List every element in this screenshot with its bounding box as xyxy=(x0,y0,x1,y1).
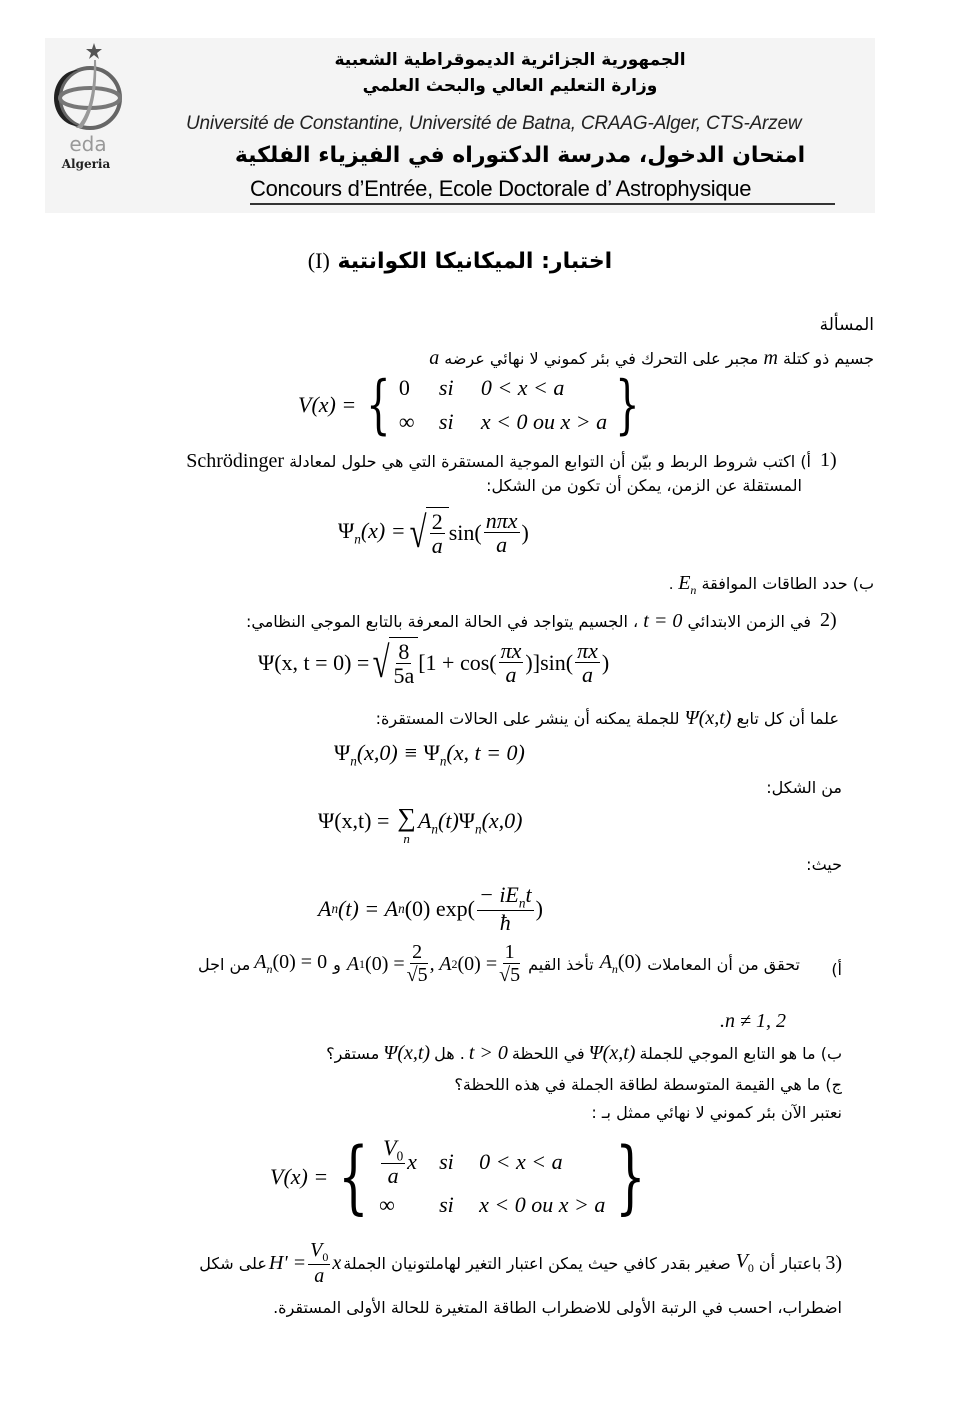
psi-subscript: n xyxy=(354,531,361,547)
q3-v0: V xyxy=(735,1250,748,1273)
a0: A xyxy=(384,896,399,922)
psi-xt: Ψ(x,t) xyxy=(684,707,732,729)
sqrt-8-over-5a: √ $\frac{8}{5a}$ xyxy=(369,637,418,688)
q2-text-a: في الزمن الابتدائي xyxy=(687,612,811,631)
hbar: ħ xyxy=(499,910,511,936)
q2-text-b: ، الجسيم يتواجد في الحالة المعرفة بالتابع الموجي النظامي: xyxy=(245,612,639,631)
intro-part-1: جسيم ذو كتلة xyxy=(783,349,874,368)
sigma: ∑ xyxy=(397,803,416,832)
q2-line2 xyxy=(376,707,839,730)
q2b-psi: Ψ(x,t) xyxy=(588,1042,636,1064)
q1b-text: ب) حدد الطاقات الموافقة xyxy=(701,574,874,593)
exp-num: − iE xyxy=(478,882,519,907)
potential-equation-1 xyxy=(298,368,648,442)
q3-text3: على شكل xyxy=(199,1253,267,1273)
q2b-text2: في اللحظة xyxy=(511,1044,585,1063)
form-label: من الشكل: xyxy=(766,778,842,797)
exam-title-french: Concours d’Entrée, Ecole Doctorale d’ Astrophysique xyxy=(250,176,835,205)
sum-symbol xyxy=(397,805,416,847)
psi-arg: (x) = xyxy=(360,517,406,543)
and-word: و xyxy=(333,954,341,974)
left-brace: { xyxy=(366,368,391,442)
h-den: a xyxy=(314,1264,325,1287)
q3-line1 xyxy=(199,1240,842,1287)
case1-value-2 xyxy=(379,1136,439,1188)
eda-logo-icon xyxy=(48,40,128,175)
q2a-label: أ) xyxy=(831,960,842,979)
sub-n-right: n xyxy=(439,753,447,769)
case1-value: 0 xyxy=(398,375,410,400)
q3-text2: صغير بقدر كافي حيث يمكن اعتبار التغير لهاملتونيان الجملة xyxy=(343,1253,731,1273)
for-word: من اجل xyxy=(197,954,251,974)
new-well-line: نعتبر الآن بئر كموني لا نهائي ممثل بـ : xyxy=(591,1103,842,1122)
q2b-text3: . هل xyxy=(434,1044,465,1063)
exam-subject-title xyxy=(280,248,640,274)
case1-condition: 0 < x < a xyxy=(480,375,565,400)
an-coef-sub: n xyxy=(611,962,618,976)
frac-den: a xyxy=(431,533,443,559)
cos-num: πx xyxy=(500,637,522,663)
q2a-text1: تحقق من أن المعاملات xyxy=(647,954,800,974)
q2b-text4: مستقر؟ xyxy=(326,1044,380,1063)
psi-right: Ψ xyxy=(423,740,440,765)
psi-term-sub: n xyxy=(475,821,482,837)
republic-name: الجمهورية الجزائرية الديموقراطية الشعبية xyxy=(334,50,686,70)
left-brace-2: { xyxy=(338,1130,369,1224)
sqrt-2-over-a: √ $\frac{2}{a}$ xyxy=(406,507,449,558)
wavefunction-equation xyxy=(338,507,529,558)
ministry-name: وزارة التعليم العالي والبحث العلمي xyxy=(362,76,658,96)
coef-a-arg: (t) xyxy=(438,808,459,833)
a-lhs-arg: (t) = xyxy=(338,896,385,922)
sum-index: n xyxy=(403,831,410,846)
sin-arg-frac xyxy=(484,509,520,557)
logo-text-algeria: Algeria xyxy=(61,157,111,171)
right-brace: } xyxy=(615,368,640,442)
energy-var: E xyxy=(678,572,691,594)
sub-n-left: n xyxy=(350,753,357,769)
sin-num: nπx xyxy=(485,507,518,533)
psi-n xyxy=(338,518,406,547)
intro-part-2: مجبر على التحرك في بئر كموني لا نهائي عرضه xyxy=(444,349,759,368)
sin-den: a xyxy=(496,531,508,557)
n-condition: .n ≠ 1, 2 xyxy=(720,1010,786,1032)
expansion-equation xyxy=(318,805,523,847)
case2-value-2: ∞ xyxy=(379,1192,395,1218)
eq1-close: ) xyxy=(601,649,610,675)
a0-exp: (0) exp( xyxy=(404,896,475,922)
width-variable: a xyxy=(429,347,440,369)
q2c-line: ج) ما هي القيمة المتوسطة لطاقة الجملة في هذه اللحظة؟ xyxy=(454,1075,842,1094)
q3-v0-sub: 0 xyxy=(747,1261,754,1276)
psi-left-arg: (x,0) ≡ xyxy=(356,740,424,765)
h-prime: H' = xyxy=(268,1251,307,1274)
q2-line1 xyxy=(246,610,811,633)
an-zero-sub: n xyxy=(266,962,273,976)
cos-den: a xyxy=(505,661,517,687)
q2b-psi2: Ψ(x,t) xyxy=(383,1042,431,1064)
q3-line2: اضطراب، احسب في الرتبة الأولى للاضطراب الطاقة المتغيرة للحالة الأولى المستقرة. xyxy=(273,1298,842,1317)
mass-variable: m xyxy=(763,347,778,369)
v0-den: a xyxy=(387,1163,399,1189)
logo-text-eda: eda xyxy=(69,132,107,156)
q2b-t: t > 0 xyxy=(468,1042,508,1064)
q2-line2-a: علما أن كل تابع xyxy=(736,709,839,728)
x-var: x xyxy=(407,1149,417,1175)
q1b-period: . xyxy=(669,576,674,593)
a1: A xyxy=(346,952,360,975)
exp-arg xyxy=(477,883,534,935)
a2-arg: (0) = xyxy=(457,952,498,975)
q2-line2-b: للجملة يمكنه أن ينشر على الحالات المستقرة: xyxy=(375,709,680,728)
time-evolution-equation xyxy=(318,883,543,935)
exp-close: ) xyxy=(535,896,543,922)
q2b-text1: ب) ما هو التابع الموجي للجملة xyxy=(639,1044,842,1063)
problem-heading: المسألة xyxy=(819,315,874,335)
v0: V xyxy=(383,1135,397,1160)
exam-title-arabic: امتحان الدخول، مدرسة الدكتوراه في الفيزياء الفلكية xyxy=(234,143,806,168)
sin-close: ) xyxy=(521,519,529,545)
v0-sub: 0 xyxy=(396,1148,404,1164)
potential-lhs: V(x) = xyxy=(298,392,357,417)
universities-line: Université de Constantine, Université de Batna, CRAAG-Alger, CTS-Arzew xyxy=(186,113,802,134)
energy-sub: n xyxy=(690,583,697,597)
a2-num: 1 xyxy=(504,941,515,963)
q2a-text2: تأخذ القيم xyxy=(528,954,594,974)
psi-term-arg: (x,0) xyxy=(481,808,523,833)
frac-num: 2 xyxy=(431,509,443,534)
a1-arg: (0) = xyxy=(365,952,405,975)
h-num-sub: 0 xyxy=(322,1250,329,1264)
a0-sub: n xyxy=(398,901,405,917)
eq1-cos: [1 + cos( xyxy=(418,649,497,675)
sin-arg xyxy=(575,639,600,687)
q1b-line xyxy=(669,572,874,598)
equivalence-equation xyxy=(334,740,525,769)
q2-number: 2) xyxy=(820,609,837,631)
t-zero: t = 0 xyxy=(643,610,683,632)
eda-logo xyxy=(48,40,128,175)
exp-num-t: t xyxy=(525,882,532,907)
perturbation-hamiltonian xyxy=(269,1240,341,1287)
an-coef-arg: (0) xyxy=(617,951,642,973)
an-zero-arg: (0) = 0 xyxy=(272,951,328,973)
q3-text1: باعتبار أن xyxy=(758,1253,822,1273)
q3-number: 3) xyxy=(825,1251,842,1274)
expansion-lhs: Ψ(x,t) = xyxy=(318,808,390,833)
subject-text: اختبار: الميكانيكا الكوانتية xyxy=(337,249,613,274)
a2-sub: 2 xyxy=(451,956,458,971)
initial-state-equation xyxy=(258,637,609,688)
coef-a-sub: n xyxy=(431,821,438,837)
a1-sub: 1 xyxy=(359,956,366,971)
case1-si-2: si xyxy=(439,1149,454,1175)
psi-symbol: Ψ xyxy=(338,517,355,543)
case1-si: si xyxy=(438,375,454,400)
sin2-num: πx xyxy=(577,637,598,663)
psi-term: Ψ xyxy=(458,808,475,833)
a-lhs: A xyxy=(318,896,332,922)
h-num: V xyxy=(310,1239,323,1261)
h-x: x xyxy=(332,1251,342,1274)
exp-num-sub: n xyxy=(518,895,526,911)
q2b-line xyxy=(326,1042,842,1065)
a1-num: 2 xyxy=(412,941,423,963)
case2-condition-2: x < 0 ou x > a xyxy=(479,1192,606,1218)
case2-value: ∞ xyxy=(398,409,415,434)
schrodinger-word: Schrödinger xyxy=(186,450,284,472)
sin-fn: sin( xyxy=(448,519,482,545)
problem-intro xyxy=(429,347,874,370)
q1a-line2: المستقلة عن الزمن، يمكن أن تكون من الشكل: xyxy=(486,476,802,495)
right-brace-2: } xyxy=(615,1130,647,1224)
potential2-lhs: V(x) = xyxy=(270,1164,329,1190)
psi-right-arg: (x, t = 0) xyxy=(446,740,525,765)
q1-number: 1) xyxy=(820,449,837,471)
q1a-line1 xyxy=(186,450,811,473)
cos-arg xyxy=(499,639,524,687)
case2-si-2: si xyxy=(439,1192,454,1218)
potential-cases xyxy=(399,375,607,435)
a1-den: 5 xyxy=(417,964,428,986)
a2: , A xyxy=(429,952,452,975)
subject-numeral: (I) xyxy=(307,248,330,273)
case2-si: si xyxy=(438,409,454,434)
case2-condition: x < 0 ou x > a xyxy=(480,409,608,434)
q1a-text: أ) اكتب شروط الربط و بيّن أن التوابع الموجية المستقرة التي هي حلول لمعادلة xyxy=(289,452,811,471)
eq1-num: 8 xyxy=(398,639,410,664)
coef-a: A xyxy=(417,808,432,833)
eq1-lhs: Ψ(x, t = 0) = xyxy=(258,649,370,675)
psi-left: Ψ xyxy=(334,740,351,765)
potential2-cases xyxy=(379,1136,605,1218)
eq1-sin: )]sin( xyxy=(525,649,574,675)
a-lhs-sub: n xyxy=(331,901,339,917)
eq1-den: 5a xyxy=(393,663,415,689)
case1-condition-2: 0 < x < a xyxy=(479,1149,563,1175)
coef-values: A 1 (0) = $\frac{2}{√5}$ , A 2 (0) = $\frac{1}{√5}$ xyxy=(346,941,521,986)
a2-den: 5 xyxy=(510,964,521,986)
sin2-den: a xyxy=(581,661,593,687)
an-coef: A xyxy=(599,951,612,973)
where-label: حيث: xyxy=(806,855,842,874)
potential-equation-2 xyxy=(270,1130,656,1224)
an-zero: A xyxy=(254,951,267,973)
q2a-line xyxy=(60,942,800,986)
